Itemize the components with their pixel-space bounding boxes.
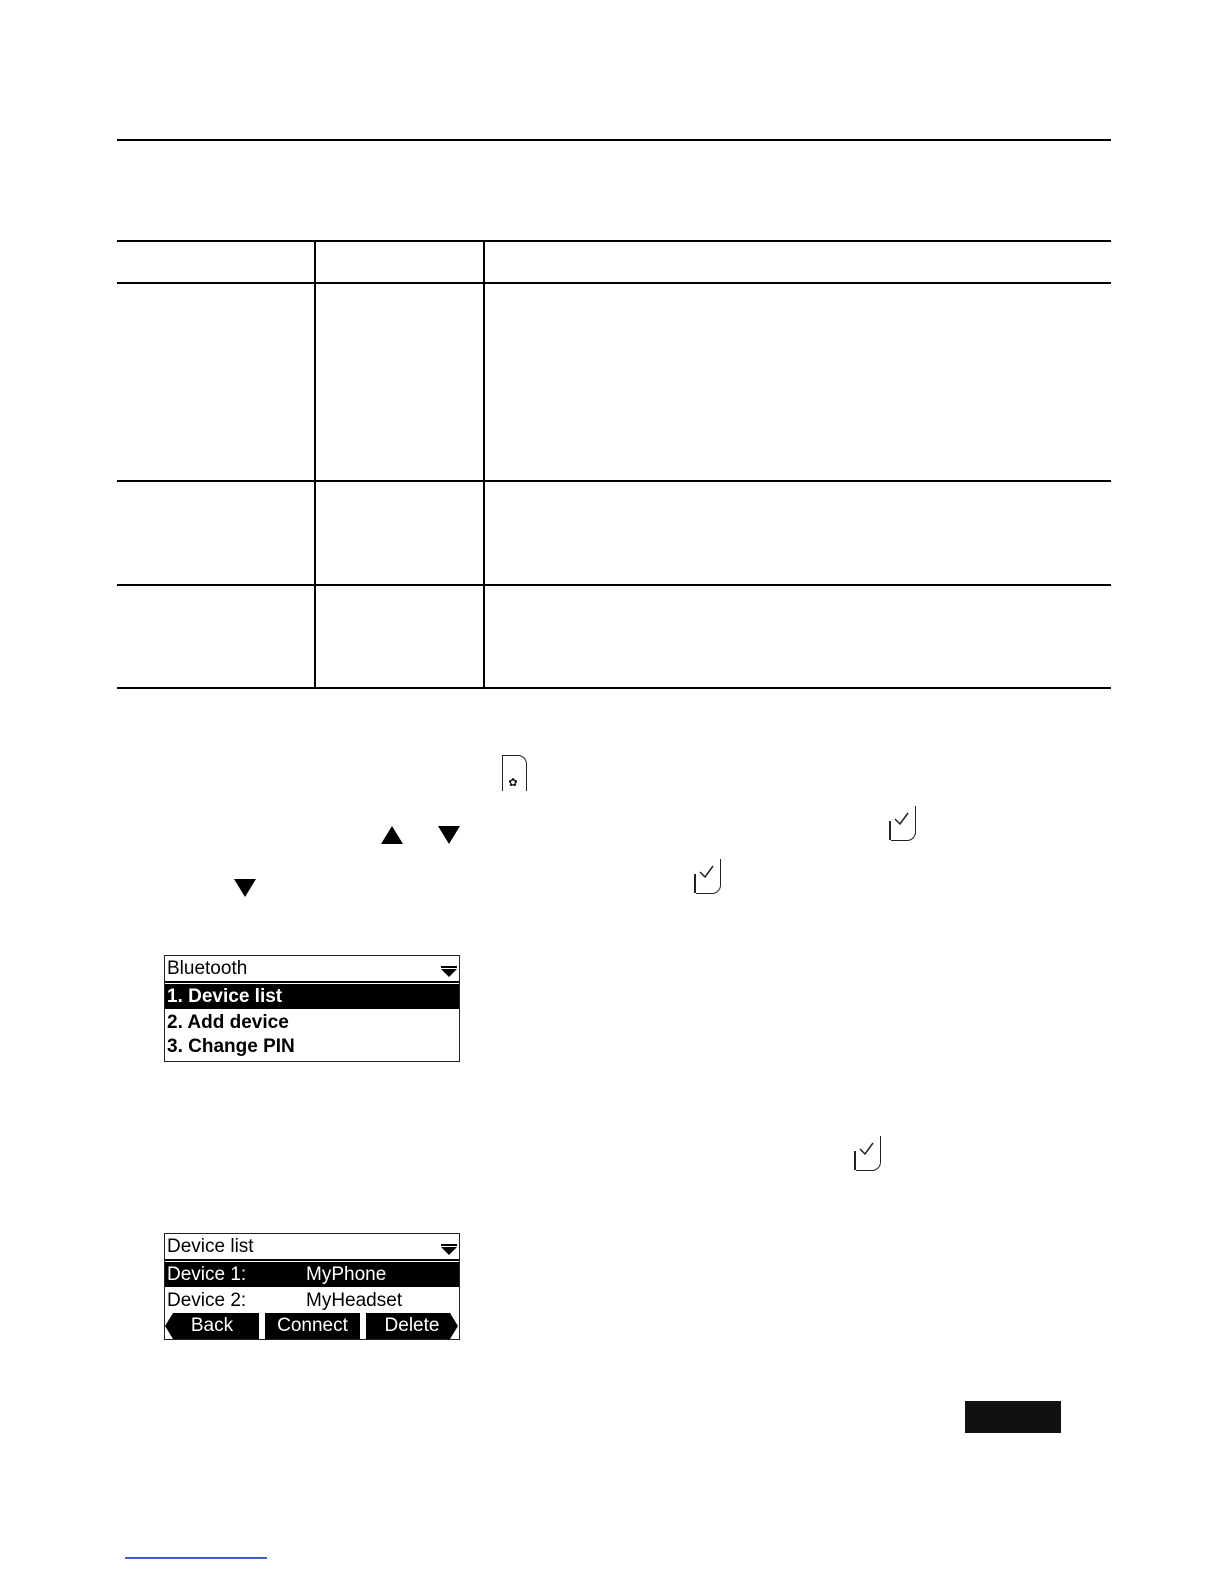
menu-item-add-device[interactable]: 2. Add device <box>167 1012 289 1033</box>
table-header-rule <box>117 282 1111 284</box>
down-arrow-icon <box>234 879 256 897</box>
scroll-indicator-bar <box>441 966 457 968</box>
page-section-tab <box>965 1401 1061 1433</box>
up-arrow-icon <box>381 826 403 844</box>
back-softkey-label: Back <box>190 1315 234 1336</box>
scroll-indicator-bar <box>441 1244 457 1246</box>
check-icon <box>894 812 910 826</box>
device-label: Device 2: <box>167 1290 247 1311</box>
menu-item-device-list[interactable]: 1. Device list <box>165 984 459 1009</box>
delete-softkey-label: Delete <box>384 1315 440 1336</box>
screen-title-text: Bluetooth <box>167 958 248 979</box>
table-top-rule <box>117 240 1111 242</box>
settings-key-icon <box>502 755 527 791</box>
gear-icon: ✿ <box>508 777 518 789</box>
select-key-icon <box>856 1136 881 1171</box>
header-rule <box>117 139 1111 141</box>
table-column-rule <box>314 240 316 689</box>
connect-softkey[interactable] <box>265 1313 360 1339</box>
device-name: MyHeadset <box>306 1290 403 1311</box>
table-column-rule <box>483 240 485 689</box>
softkey-bar <box>165 1313 459 1339</box>
device-name: MyPhone <box>306 1264 387 1285</box>
down-arrow-icon <box>438 826 460 844</box>
scroll-down-icon <box>441 969 457 977</box>
footer-link-underline[interactable] <box>125 1557 267 1559</box>
menu-item-change-pin[interactable]: 3. Change PIN <box>167 1036 295 1057</box>
screen-title <box>165 956 459 983</box>
select-key-icon <box>696 859 721 894</box>
table-row-rule <box>117 480 1111 482</box>
device-row[interactable] <box>165 1288 459 1313</box>
bluetooth-menu-screen <box>164 955 460 1062</box>
screen-title <box>165 1234 459 1261</box>
back-softkey[interactable] <box>165 1313 259 1339</box>
device-label: Device 1: <box>167 1264 247 1285</box>
table-bottom-rule <box>117 687 1111 689</box>
device-list-screen <box>164 1233 460 1340</box>
scroll-down-icon <box>441 1247 457 1255</box>
delete-softkey[interactable] <box>366 1313 458 1339</box>
device-row[interactable] <box>165 1262 459 1287</box>
check-icon <box>859 1142 875 1156</box>
table-row-rule <box>117 584 1111 586</box>
select-key-icon <box>891 806 916 841</box>
screen-title-text: Device list <box>167 1236 254 1257</box>
connect-softkey-label: Connect <box>277 1315 348 1336</box>
check-icon <box>699 865 715 879</box>
